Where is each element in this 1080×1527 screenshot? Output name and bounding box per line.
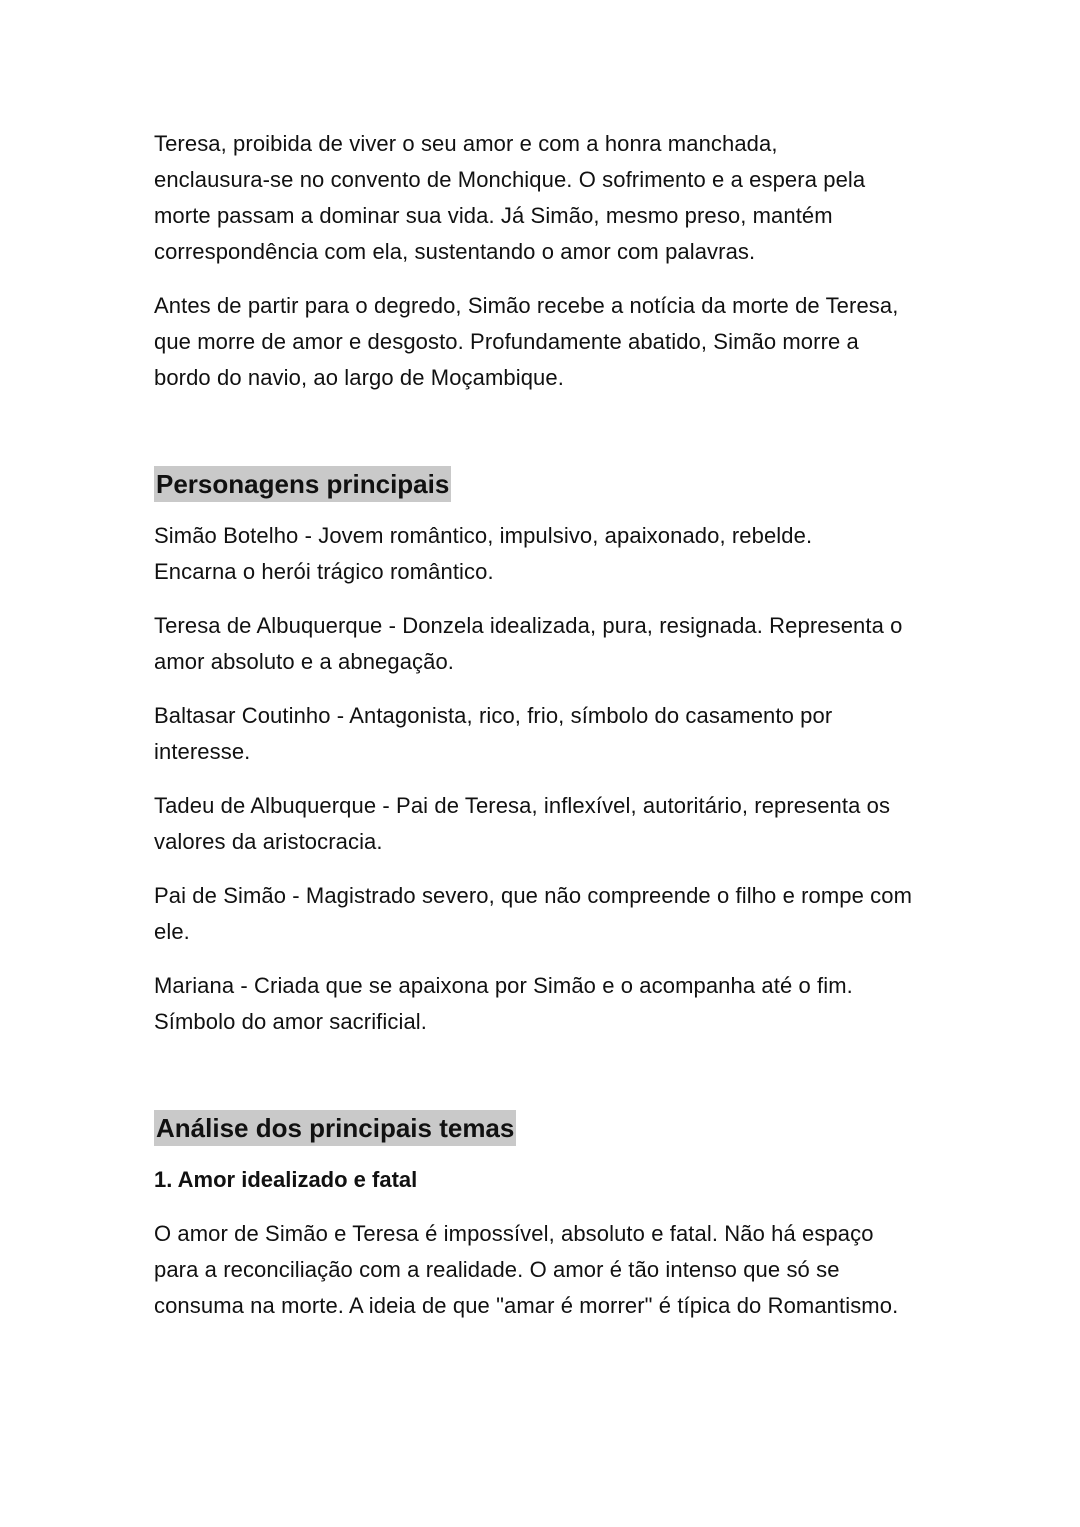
themes-heading-wrap <box>154 1110 934 1146</box>
theme-paragraph: O amor de Simão e Teresa é impossível, absoluto e fatal. Não há espaço para a reconciliação com a realidade. O amor é tão intenso que só se consuma na morte. A ideia de que "amar é morrer" é típica do Romantismo. <box>154 1221 899 1318</box>
intro-paragraph: Antes de partir para o degredo, Simão recebe a notícia da morte de Teresa, que morre de amor e desgosto. Profundamente abatido, Simão morre a bordo do navio, ao largo de Moçambique. <box>154 293 899 390</box>
character-entry: Tadeu de Albuquerque - Pai de Teresa, inflexível, autoritário, representa os valores da aristocracia. <box>154 793 891 854</box>
characters-heading: Personagens principais <box>154 466 451 502</box>
themes-heading: Análise dos principais temas <box>154 1110 516 1146</box>
document-page <box>154 126 934 1342</box>
character-entry: Pai de Simão - Magistrado severo, que não compreende o filho e rompe com ele. <box>154 883 913 944</box>
character-entry: Teresa de Albuquerque - Donzela idealizada, pura, resignada. Representa o amor absoluto e a abnegação. <box>154 613 903 674</box>
characters-heading-wrap <box>154 466 934 502</box>
character-entry: Mariana - Criada que se apaixona por Simão e o acompanha até o fim. Símbolo do amor sacrificial. <box>154 973 853 1034</box>
character-entry: Baltasar Coutinho - Antagonista, rico, frio, símbolo do casamento por interesse. <box>154 703 833 764</box>
intro-paragraph: Teresa, proibida de viver o seu amor e com a honra manchada, enclausura-se no convento de Monchique. O sofrimento e a espera pela morte passam a dominar sua vida. Já Simão, mesmo preso, mantém correspondência com ela, sustentando o amor com palavras. <box>154 131 866 264</box>
theme-subheading: 1. Amor idealizado e fatal <box>154 1167 418 1192</box>
character-entry: Simão Botelho - Jovem romântico, impulsivo, apaixonado, rebelde. Encarna o herói trágico romântico. <box>154 523 813 584</box>
